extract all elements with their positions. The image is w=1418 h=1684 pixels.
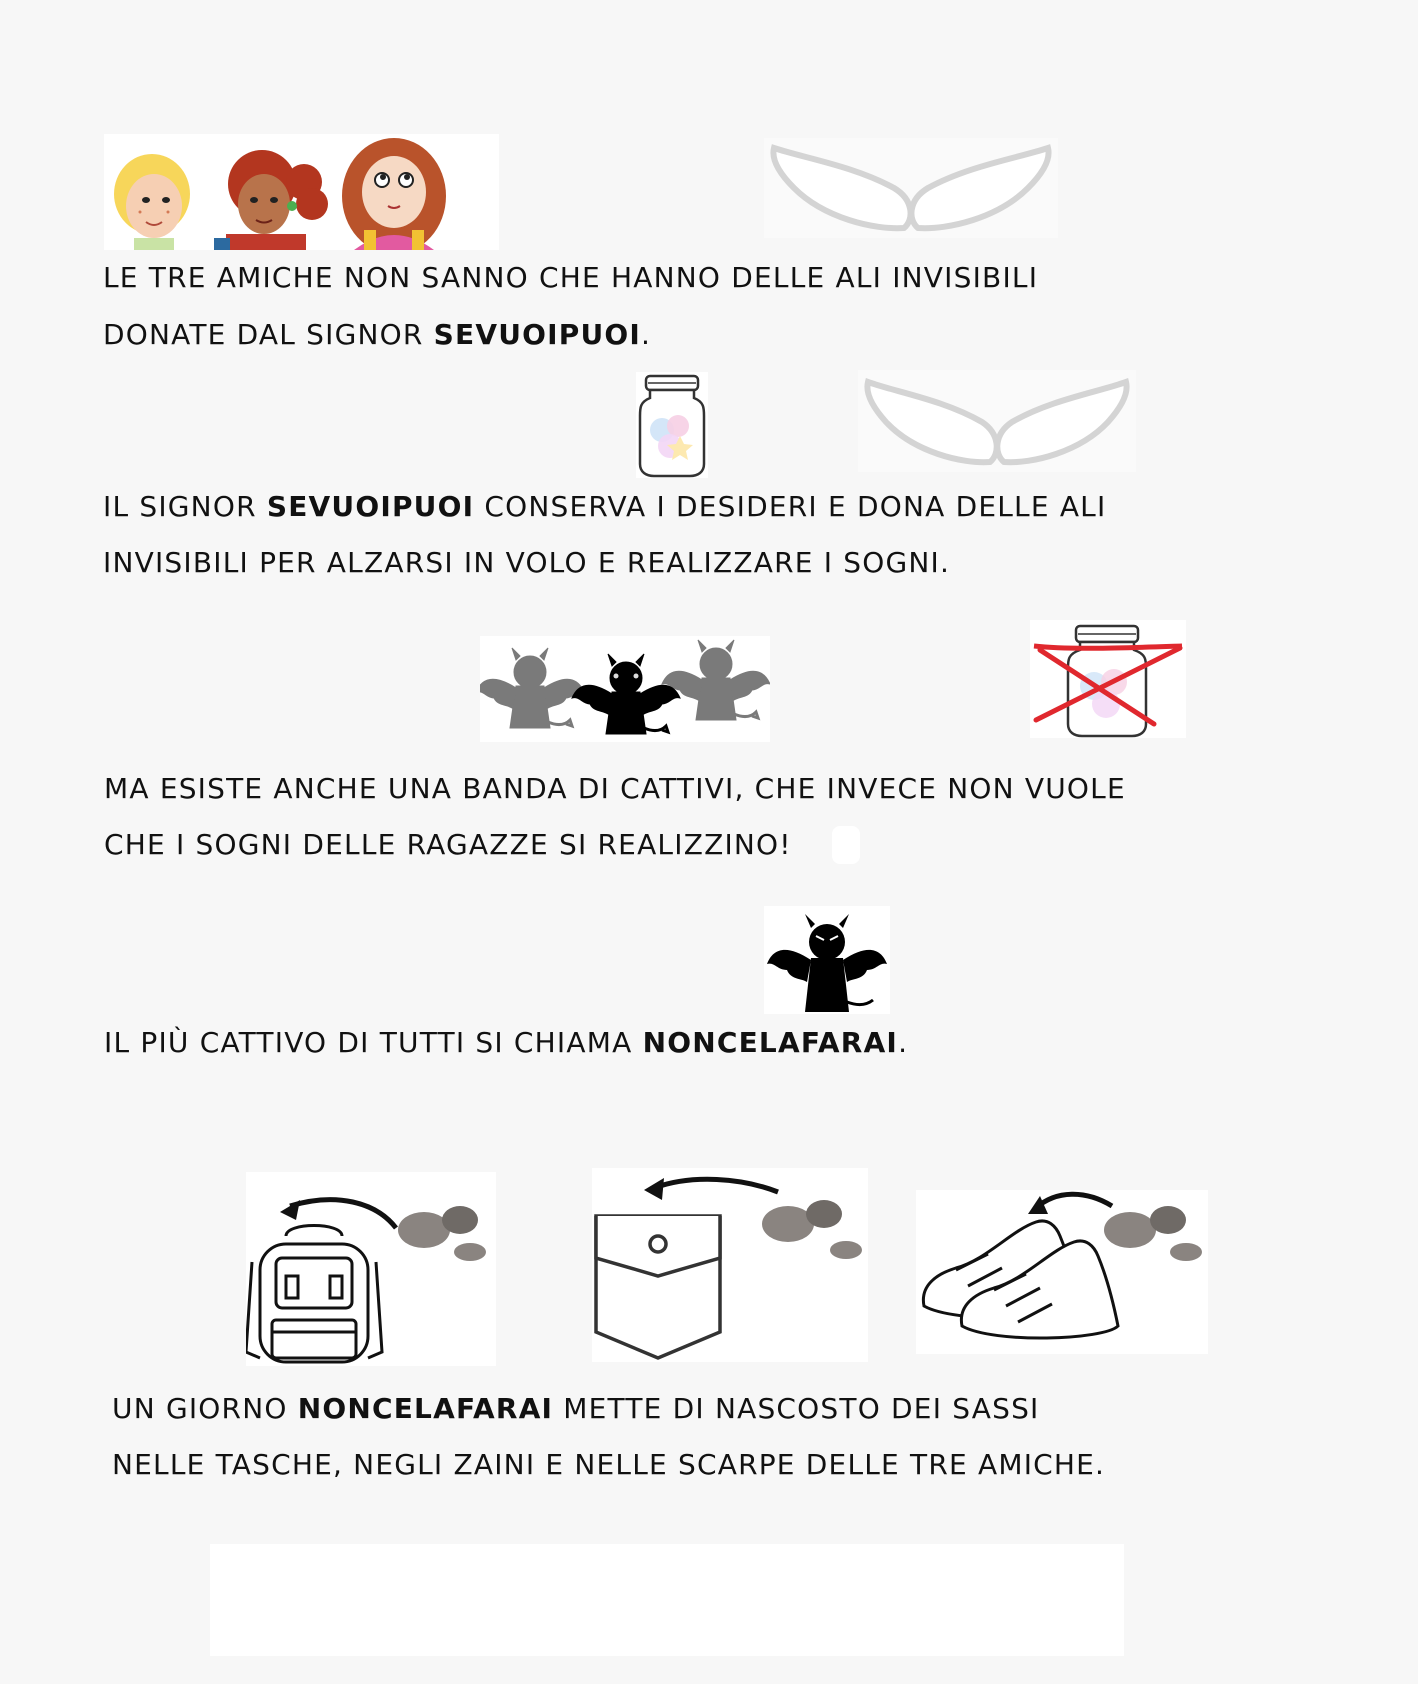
- text-line: DONATE DAL SIGNOR SEVUOIPUOI.: [103, 318, 652, 351]
- angel-wings-icon: [858, 370, 1136, 472]
- text-line: IL PIÙ CATTIVO DI TUTTI SI CHIAMA NONCELAFARAI.: [104, 1026, 909, 1059]
- text-line: INVISIBILI PER ALZARSI IN VOLO E REALIZZARE I SOGNI.: [103, 546, 951, 579]
- backpack-with-stones: [246, 1172, 496, 1366]
- text-line: NELLE TASCHE, NEGLI ZAINI E NELLE SCARPE DELLE TRE AMICHE.: [112, 1448, 1106, 1481]
- blank-panel: [210, 1544, 1124, 1656]
- character-name: SEVUOIPUOI: [433, 318, 642, 351]
- text-line: LE TRE AMICHE NON SANNO CHE HANNO DELLE ALI INVISIBILI: [103, 261, 1039, 294]
- character-name: NONCELAFARAI: [297, 1392, 554, 1425]
- text-line: UN GIORNO NONCELAFARAI METTE DI NASCOSTO DEI SASSI: [112, 1392, 1040, 1425]
- devil-silhouette: [764, 906, 890, 1014]
- angel-wings-icon: [764, 138, 1058, 238]
- wish-jar-icon: [636, 372, 708, 478]
- blonde-girl-icon: [114, 154, 190, 250]
- crossed-out-jar-icon: [1030, 620, 1186, 738]
- text-line: IL SIGNOR SEVUOIPUOI CONSERVA I DESIDERI E DONA DELLE ALI: [103, 490, 1107, 523]
- shoes-with-stones: [916, 1190, 1208, 1354]
- curly-girl-icon: [214, 150, 328, 250]
- white-patch: [832, 826, 860, 864]
- brown-hair-girl-icon: [342, 138, 446, 250]
- text-line: CHE I SOGNI DELLE RAGAZZE SI REALIZZINO!: [104, 828, 792, 861]
- pocket-with-stones: [592, 1168, 868, 1362]
- character-name: NONCELAFARAI: [642, 1026, 899, 1059]
- character-name: SEVUOIPUOI: [266, 490, 475, 523]
- text-line: MA ESISTE ANCHE UNA BANDA DI CATTIVI, CHE INVECE NON VUOLE: [104, 772, 1126, 805]
- devil-group-silhouette: [480, 636, 770, 742]
- three-girls-illustration: [104, 134, 499, 250]
